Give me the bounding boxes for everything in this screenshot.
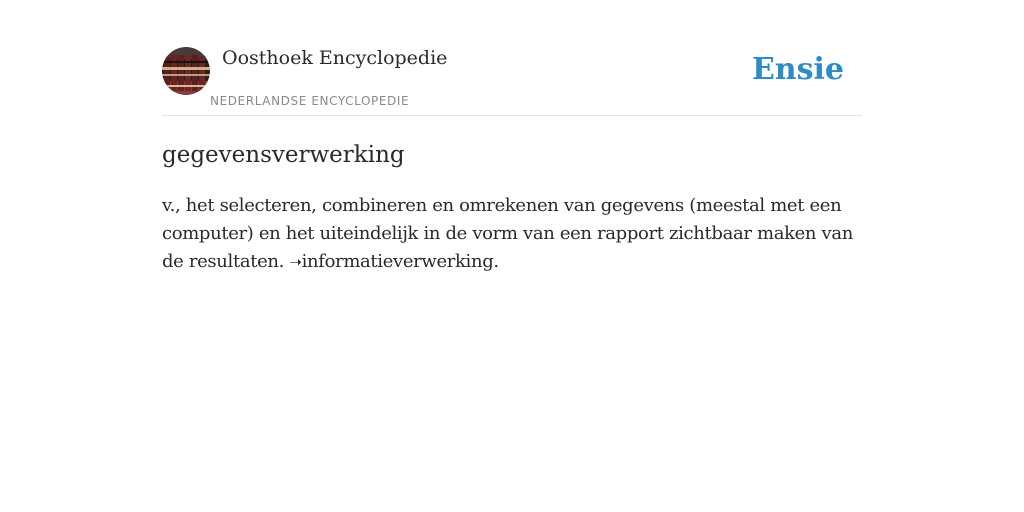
entry-definition-end: . <box>493 251 499 272</box>
encyclopedia-books-avatar-icon[interactable] <box>162 47 210 95</box>
site-header <box>162 0 862 116</box>
cross-reference-link[interactable]: informatieverwerking <box>301 251 494 272</box>
page-container <box>162 0 862 272</box>
site-title[interactable]: Oosthoek Encyclopedie <box>222 47 448 69</box>
entry-definition <box>162 192 867 276</box>
entry-title: gegevensverwerking <box>162 142 405 168</box>
site-subtitle: NEDERLANDSE ENCYCLOPEDIE <box>210 94 410 108</box>
entry-definition-text: v., het selecteren, combineren en omrekenen van gegevens (meestal met een computer) en het uiteindelijk in de vorm van een rapport zichtbaar maken van de resultaten. <box>162 195 853 272</box>
ensie-logo-link[interactable]: Ensie <box>751 52 844 87</box>
cross-reference-arrow-icon: ➝ <box>289 253 302 271</box>
